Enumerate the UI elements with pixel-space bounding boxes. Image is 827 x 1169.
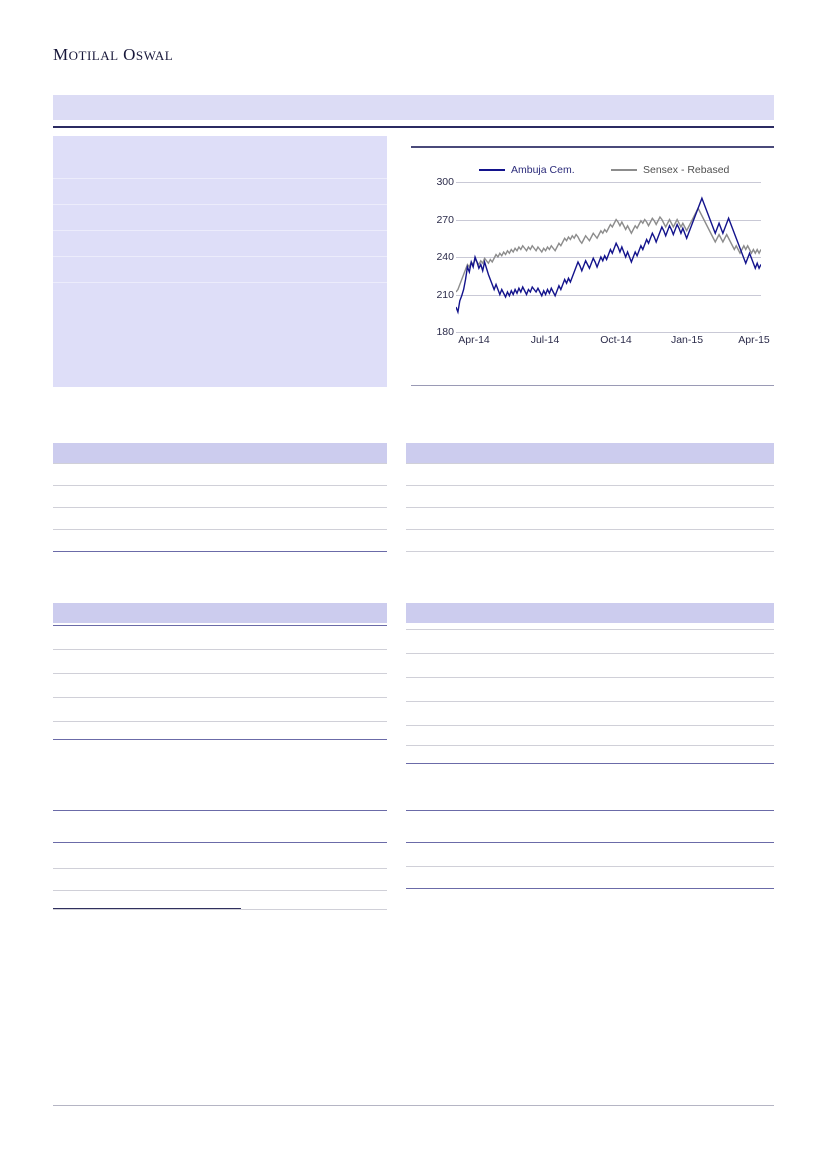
y-tick-label: 300 xyxy=(436,176,454,188)
panel-divider xyxy=(53,256,387,257)
legend-swatch-icon xyxy=(611,169,637,172)
table-row-divider xyxy=(53,868,387,869)
legend-swatch-icon xyxy=(479,169,505,172)
table-row-divider xyxy=(53,890,387,891)
table-row-divider xyxy=(406,701,774,702)
table-row-divider xyxy=(53,625,387,626)
x-tick-label: Apr-14 xyxy=(458,334,490,346)
table-row-divider xyxy=(406,653,774,654)
table-bottom-left xyxy=(53,810,387,910)
x-tick-label: Jan-15 xyxy=(670,334,704,346)
legend-label-secondary: Sensex - Rebased xyxy=(643,164,730,176)
stock-info-panel xyxy=(53,136,387,387)
table-bottom-divider xyxy=(53,739,387,740)
table-row-divider xyxy=(53,485,387,486)
panel-divider xyxy=(53,282,387,283)
table-row-divider xyxy=(406,629,774,630)
chart-plot-area xyxy=(436,176,761,338)
table-bottom-divider xyxy=(406,551,774,552)
table-row-divider xyxy=(406,842,774,843)
table-row-divider xyxy=(406,866,774,867)
table-mid-right xyxy=(406,603,774,767)
title-banner-rule xyxy=(53,126,774,128)
table-bottom-divider xyxy=(53,551,387,552)
table-top-right xyxy=(406,443,774,555)
company-masthead xyxy=(53,45,173,65)
table-mid-left xyxy=(53,603,387,743)
table-header-row xyxy=(53,443,387,463)
y-tick-label: 270 xyxy=(436,213,454,226)
panel-divider xyxy=(53,178,387,179)
table-row-divider xyxy=(53,673,387,674)
table-row-divider xyxy=(53,529,387,530)
legend-entry-secondary xyxy=(611,164,729,176)
y-tick-label: 180 xyxy=(436,326,454,338)
masthead-word2-initial: O xyxy=(123,45,136,64)
table-bottom-divider xyxy=(406,888,774,889)
table-row-divider xyxy=(406,529,774,530)
series-line-sensex xyxy=(456,208,761,292)
chart-bottom-rule xyxy=(411,385,774,386)
x-tick-label: Jul-14 xyxy=(530,334,560,346)
legend-entry-primary xyxy=(479,164,575,176)
table-bottom-right xyxy=(406,810,774,890)
table-header-row xyxy=(53,603,387,623)
masthead-word1-rest: OTILAL xyxy=(68,48,119,63)
table-header-row xyxy=(406,603,774,623)
title-banner xyxy=(53,95,774,120)
masthead-word2-rest: SWAL xyxy=(135,48,174,63)
table-top-divider xyxy=(406,810,774,811)
panel-divider xyxy=(53,204,387,205)
table-row-divider xyxy=(53,842,387,843)
chart-x-axis xyxy=(456,334,770,348)
y-tick-label: 210 xyxy=(436,288,454,301)
table-row-divider xyxy=(53,697,387,698)
price-performance-chart xyxy=(411,146,774,386)
chart-legend xyxy=(411,164,774,182)
table-row-divider xyxy=(406,725,774,726)
chart-series-svg xyxy=(456,182,761,332)
panel-divider xyxy=(53,230,387,231)
table-row-divider xyxy=(53,721,387,722)
table-top-left xyxy=(53,443,387,555)
table-top-divider xyxy=(53,810,387,811)
x-tick-label: Oct-14 xyxy=(600,334,632,346)
chart-top-rule xyxy=(411,146,774,148)
table-row-divider xyxy=(53,463,387,464)
table-bottom-divider xyxy=(406,763,774,764)
table-row-divider xyxy=(53,649,387,650)
y-tick-label: 240 xyxy=(436,251,454,263)
x-tick-label: Apr-15 xyxy=(738,334,770,346)
table-header-row xyxy=(406,443,774,463)
table-row-divider xyxy=(406,745,774,746)
table-row-divider xyxy=(406,507,774,508)
footer-rule xyxy=(53,1105,774,1106)
legend-label-primary: Ambuja Cem. xyxy=(511,164,575,176)
table-row-divider xyxy=(406,485,774,486)
table-row-divider xyxy=(406,463,774,464)
chart-axis-line xyxy=(456,332,761,333)
masthead-word1-initial: M xyxy=(53,45,69,64)
table-bottom-divider-light xyxy=(53,909,387,910)
table-row-divider xyxy=(53,507,387,508)
table-row-divider xyxy=(406,677,774,678)
